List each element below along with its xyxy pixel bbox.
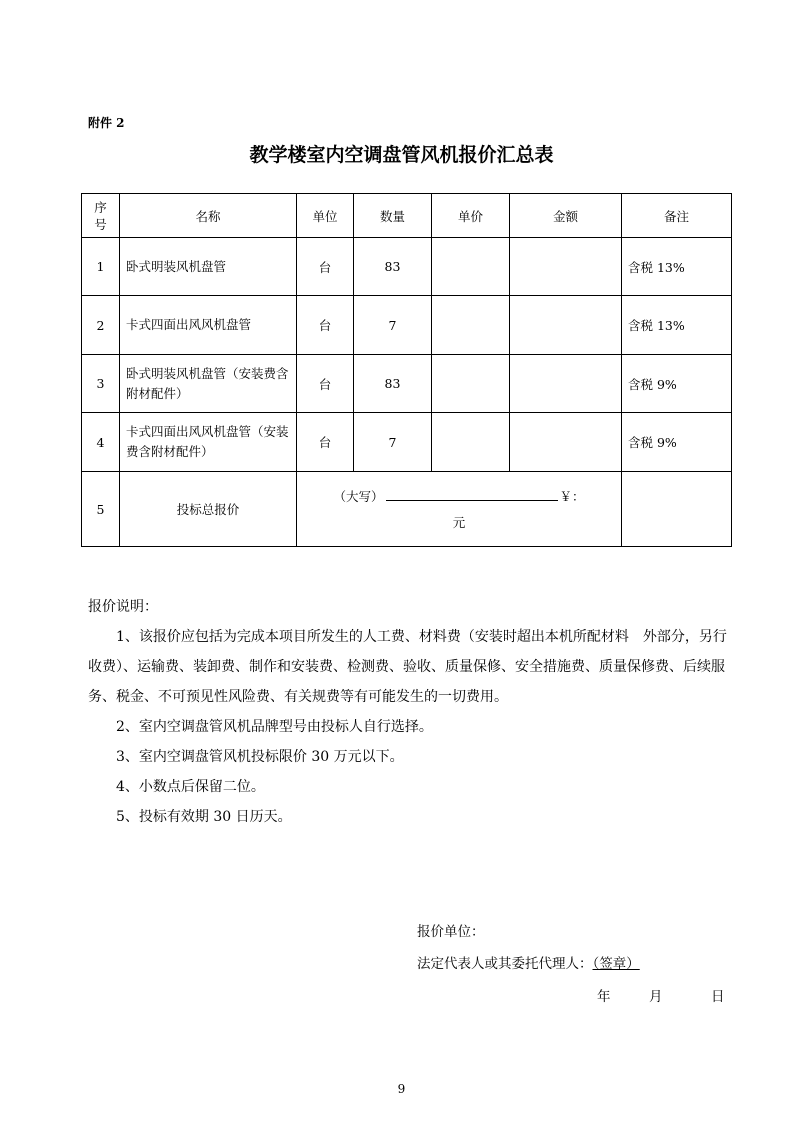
header-unit: 单位 <box>297 194 354 238</box>
capital-label: （大写） <box>333 489 384 504</box>
row-unit: 台 <box>297 238 354 296</box>
note-item: 5、投标有效期 30 日历天。 <box>116 809 292 825</box>
total-amount-cell <box>297 472 622 547</box>
row-quantity: 83 <box>354 355 432 413</box>
total-name: 投标总报价 <box>120 472 297 547</box>
table-row <box>82 413 732 472</box>
row-unit-price <box>432 238 510 296</box>
yen-label: ￥： <box>559 489 585 504</box>
row-index: 3 <box>82 355 120 413</box>
header-index-text: 序号 <box>94 199 107 232</box>
row-name: 卡式四面出风风机盘管（安装费含附材配件） <box>120 413 297 472</box>
row-note: 含税 9% <box>622 413 732 472</box>
table-row <box>82 355 732 413</box>
row-quantity: 83 <box>354 238 432 296</box>
row-amount <box>510 355 622 413</box>
table-total-row <box>82 472 732 547</box>
row-amount <box>510 238 622 296</box>
day-label: 日 <box>711 989 725 1005</box>
row-index: 1 <box>82 238 120 296</box>
row-note: 含税 13% <box>622 296 732 355</box>
row-unit-price <box>432 355 510 413</box>
note-item: 4、小数点后保留二位。 <box>116 779 265 795</box>
row-unit-price <box>432 413 510 472</box>
total-note <box>622 472 732 547</box>
capital-amount-blank[interactable] <box>386 488 558 501</box>
month-label: 月 <box>649 989 663 1005</box>
row-name: 卡式四面出风风机盘管 <box>120 296 297 355</box>
row-unit-price <box>432 296 510 355</box>
page-number: 9 <box>397 1082 406 1096</box>
header-unit-price: 单价 <box>432 194 510 238</box>
attachment-label: 附件 2 <box>88 116 125 130</box>
row-index: 2 <box>82 296 120 355</box>
table-row <box>82 296 732 355</box>
row-name: 卧式明装风机盘管 <box>120 238 297 296</box>
year-label: 年 <box>597 989 611 1005</box>
header-amount: 金额 <box>510 194 622 238</box>
row-amount <box>510 413 622 472</box>
header-index <box>82 194 120 238</box>
page-title: 教学楼室内空调盘管风机报价汇总表 <box>249 144 554 166</box>
row-quantity: 7 <box>354 296 432 355</box>
row-unit: 台 <box>297 296 354 355</box>
note-item: 2、室内空调盘管风机品牌型号由投标人自行选择。 <box>116 719 433 735</box>
header-note: 备注 <box>622 194 732 238</box>
table-row <box>82 238 732 296</box>
quote-table <box>81 193 732 547</box>
total-index: 5 <box>82 472 120 547</box>
row-unit: 台 <box>297 355 354 413</box>
row-amount <box>510 296 622 355</box>
seal-label: （签章） <box>592 956 640 972</box>
note-item: 1、该报价应包括为完成本项目所发生的人工费、材料费（安装时超出本机所配材料 外部分，另行收费）、运输费、装卸费、制作和安装费、检测费、验收、质量保修、安全措施费、质量保修费、后续服务、税金、不可预见性风险费、有关规费等有可能发生的一切费用。 <box>88 629 727 705</box>
row-note: 含税 9% <box>622 355 732 413</box>
representative-label: 法定代表人或其委托代理人： <box>417 956 593 972</box>
quote-notes <box>88 592 728 832</box>
row-note: 含税 13% <box>622 238 732 296</box>
header-name: 名称 <box>120 194 297 238</box>
bidder-label: 报价单位： <box>417 924 485 940</box>
row-index: 4 <box>82 413 120 472</box>
header-quantity: 数量 <box>354 194 432 238</box>
yuan-label: 元 <box>452 515 466 530</box>
row-quantity: 7 <box>354 413 432 472</box>
row-unit: 台 <box>297 413 354 472</box>
note-item: 3、室内空调盘管风机投标限价 30 万元以下。 <box>116 749 404 765</box>
row-name: 卧式明装风机盘管（安装费含附材配件） <box>120 355 297 413</box>
table-header-row <box>82 194 732 238</box>
representative-line <box>417 952 640 972</box>
notes-heading: 报价说明： <box>88 599 158 615</box>
